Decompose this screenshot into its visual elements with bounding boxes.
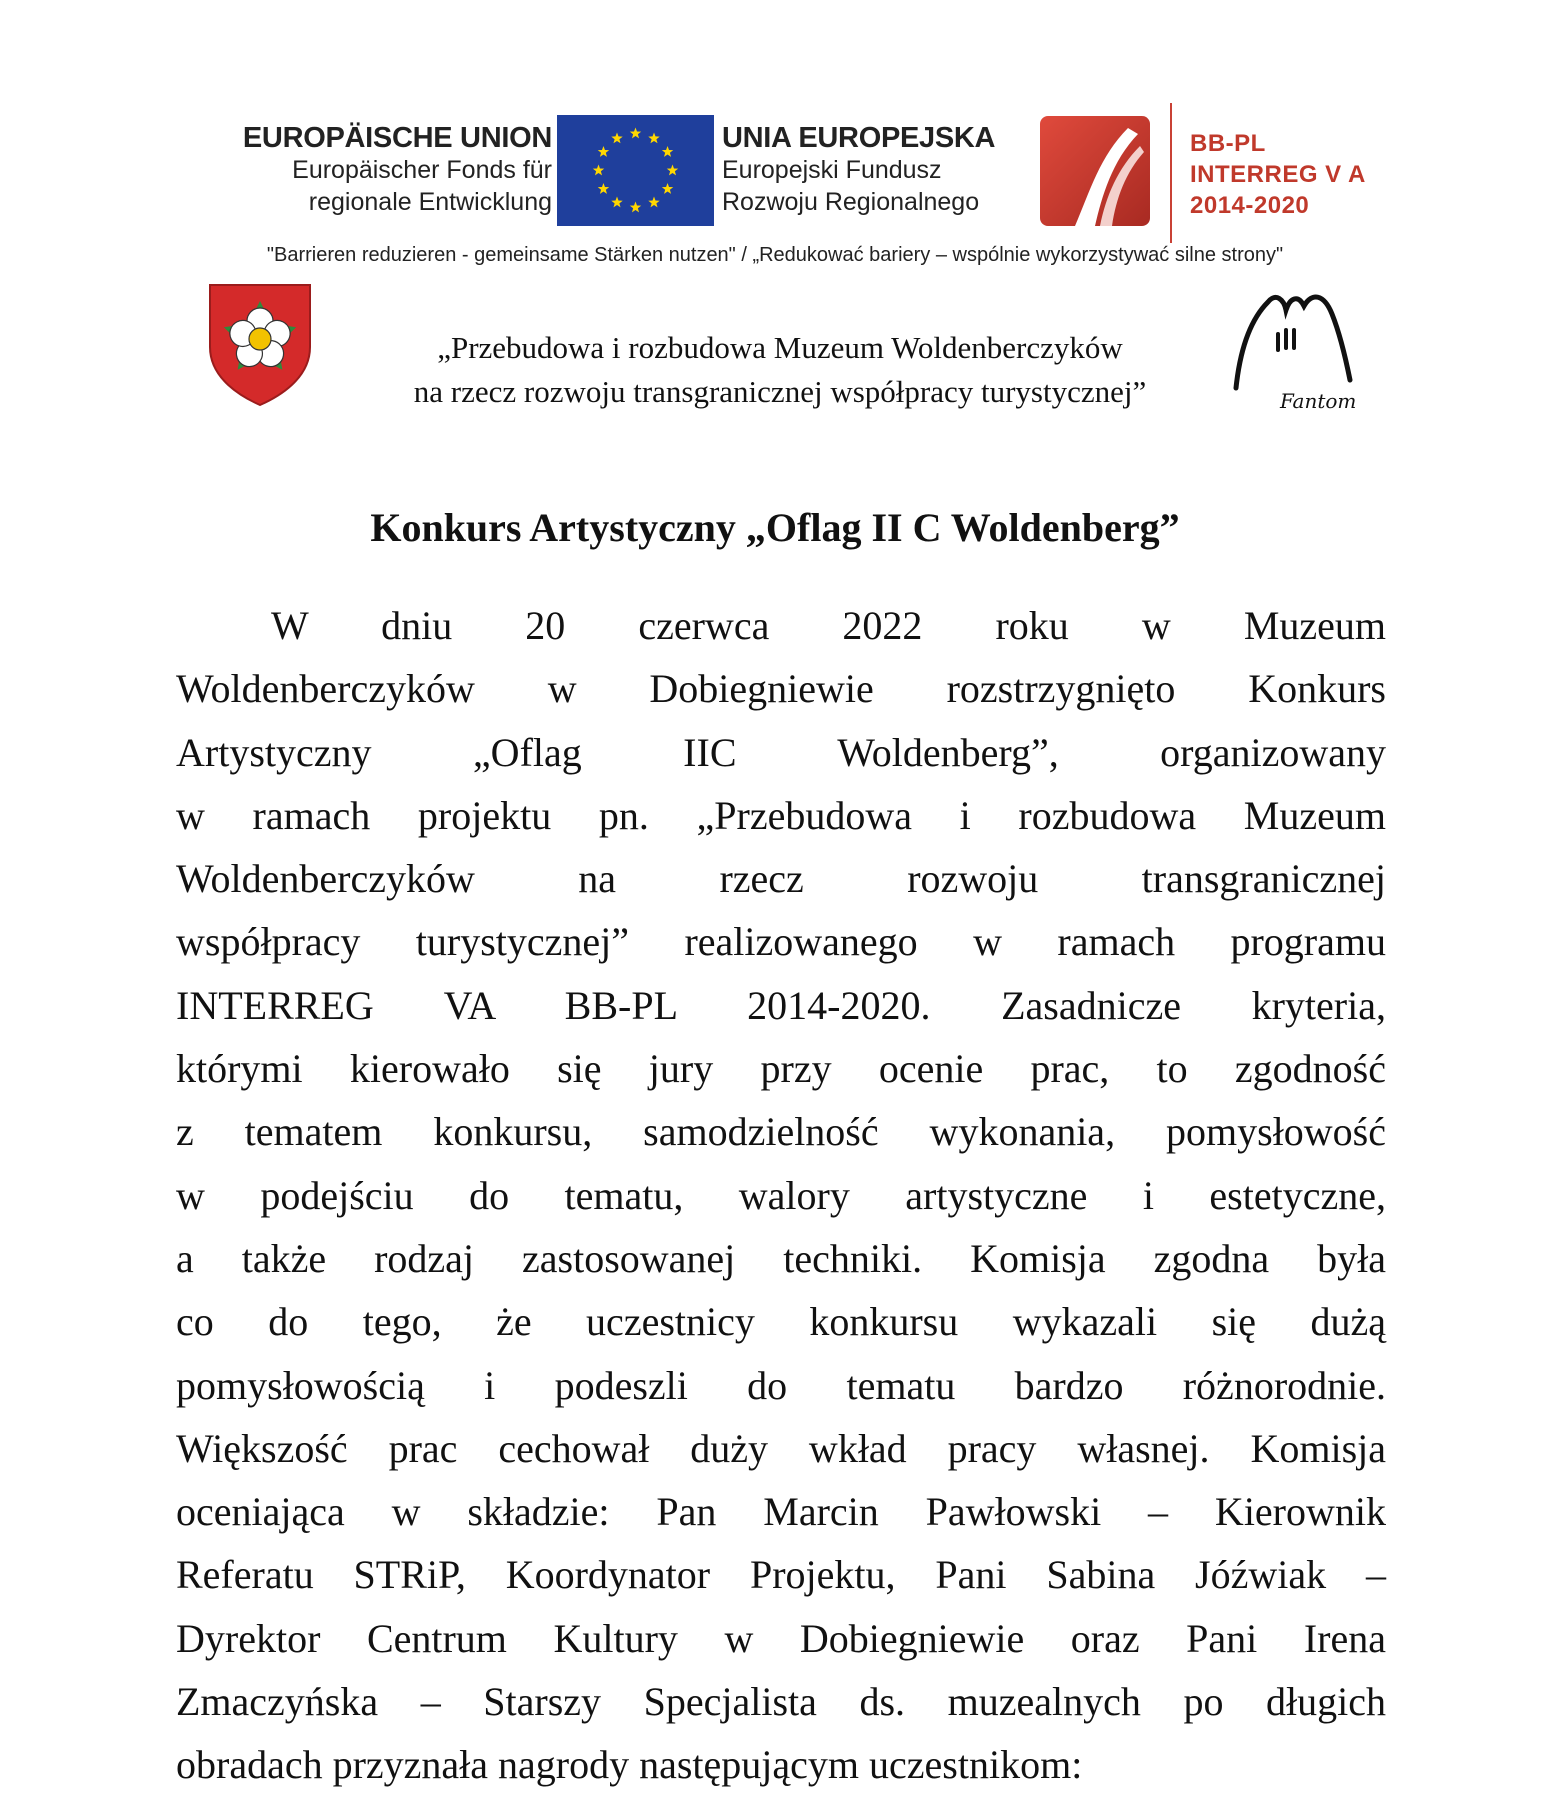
paragraph-line: Woldenberczyków w Dobiegniewie rozstrzygnięto Konkurs <box>176 666 1386 712</box>
eu-polish-line1: Europejski Fundusz <box>722 156 942 184</box>
project-name <box>320 326 1240 414</box>
eu-star-icon <box>648 132 659 143</box>
paragraph-line: Referatu STRiP, Koordynator Projektu, Pani Sabina Jóźwiak – <box>176 1552 1386 1598</box>
interreg-line3: 2014-2020 <box>1190 192 1310 219</box>
body-paragraph <box>176 594 1386 1797</box>
paragraph-line: pomysłowością i podeszli do tematu bardzo różnorodnie. <box>176 1362 1386 1408</box>
paragraph-line: którymi kierowało się jury przy ocenie prac, to zgodność <box>176 1046 1386 1092</box>
paragraph-line: w ramach projektu pn. „Przebudowa i rozbudowa Muzeum <box>176 792 1386 838</box>
interreg-road-icon <box>1040 116 1150 226</box>
paragraph-line: W dniu 20 czerwca 2022 roku w Muzeum <box>271 603 1386 648</box>
eu-star-icon <box>593 165 604 176</box>
paragraph-line: oceniająca w składzie: Pan Marcin Pawłowski – Kierownik <box>176 1489 1386 1535</box>
eu-star-icon <box>662 183 673 194</box>
eu-star-icon <box>611 197 622 208</box>
program-slogan: "Barrieren reduzieren - gemeinsame Stärken nutzen" / „Redukować bariery – wspólnie wykorzystywać silne strony" <box>266 244 1284 266</box>
eu-polish-title: UNIA EUROPEJSKA <box>722 122 996 154</box>
eu-polish-line2: Rozwoju Regionalnego <box>722 188 980 216</box>
eu-polish-label <box>722 122 1022 218</box>
paragraph-line: Zmaczyńska – Starszy Specjalista ds. muzealnych po długich <box>176 1679 1386 1725</box>
paragraph-line: obradach przyznała nagrody następującym uczestnikom: <box>176 1742 1083 1788</box>
paragraph-line: Dyrektor Centrum Kultury w Dobiegniewie oraz Pani Irena <box>176 1615 1386 1661</box>
interreg-logo <box>1040 116 1150 226</box>
eu-star-icon <box>662 146 673 157</box>
interreg-divider <box>1170 103 1172 243</box>
eu-german-label <box>200 122 552 218</box>
project-name-line1: „Przebudowa i rozbudowa Muzeum Woldenberczyków <box>437 330 1123 365</box>
eu-stars-icon <box>557 115 714 226</box>
eu-star-icon <box>598 183 609 194</box>
paragraph-line: co do tego, że uczestnicy konkursu wykazali się dużą <box>176 1299 1386 1345</box>
eu-star-icon <box>630 202 641 213</box>
coat-of-arms-logo <box>208 283 312 407</box>
interreg-label <box>1190 128 1366 221</box>
rose-shield-icon <box>208 283 312 407</box>
eu-star-icon <box>611 132 622 143</box>
paragraph-line: Większość prac cechował duży wkład pracy własnej. Komisja <box>176 1425 1386 1471</box>
paragraph-line: INTERREG VA BB-PL 2014-2020. Zasadnicze kryteria, <box>176 982 1386 1028</box>
eu-star-icon <box>630 128 641 139</box>
eu-german-line2: regionale Entwicklung <box>308 188 552 216</box>
eu-star-icon <box>598 146 609 157</box>
project-name-line2: na rzecz rozwoju transgranicznej współpracy turystycznej” <box>413 374 1147 409</box>
paragraph-line: Artystyczny „Oflag IIC Woldenberg”, organizowany <box>176 729 1386 775</box>
eu-flag-logo <box>557 115 714 226</box>
fantom-wordmark: Fantom <box>1280 389 1357 413</box>
eu-star-icon <box>667 165 678 176</box>
eu-german-title: EUROPÄISCHE UNION <box>242 122 552 154</box>
interreg-line1: BB-PL <box>1190 130 1266 157</box>
paragraph-line: a także rodzaj zastosowanej techniki. Komisja zgodna była <box>176 1235 1386 1281</box>
document-title: Konkurs Artystyczny „Oflag II C Woldenberg” <box>370 505 1180 550</box>
fantom-logo <box>1228 280 1360 420</box>
interreg-line2: INTERREG V A <box>1190 161 1366 188</box>
paragraph-line: współpracy turystycznej” realizowanego w ramach programu <box>176 919 1386 965</box>
paragraph-line: w podejściu do tematu, walory artystyczne i estetyczne, <box>176 1172 1386 1218</box>
eu-german-line1: Europäischer Fonds für <box>292 156 552 184</box>
paragraph-line: Woldenberczyków na rzecz rozwoju transgranicznej <box>176 856 1386 902</box>
paragraph-line: z tematem konkursu, samodzielność wykonania, pomysłowość <box>176 1109 1386 1155</box>
fantom-ghost-icon <box>1228 280 1360 420</box>
eu-star-icon <box>648 197 659 208</box>
